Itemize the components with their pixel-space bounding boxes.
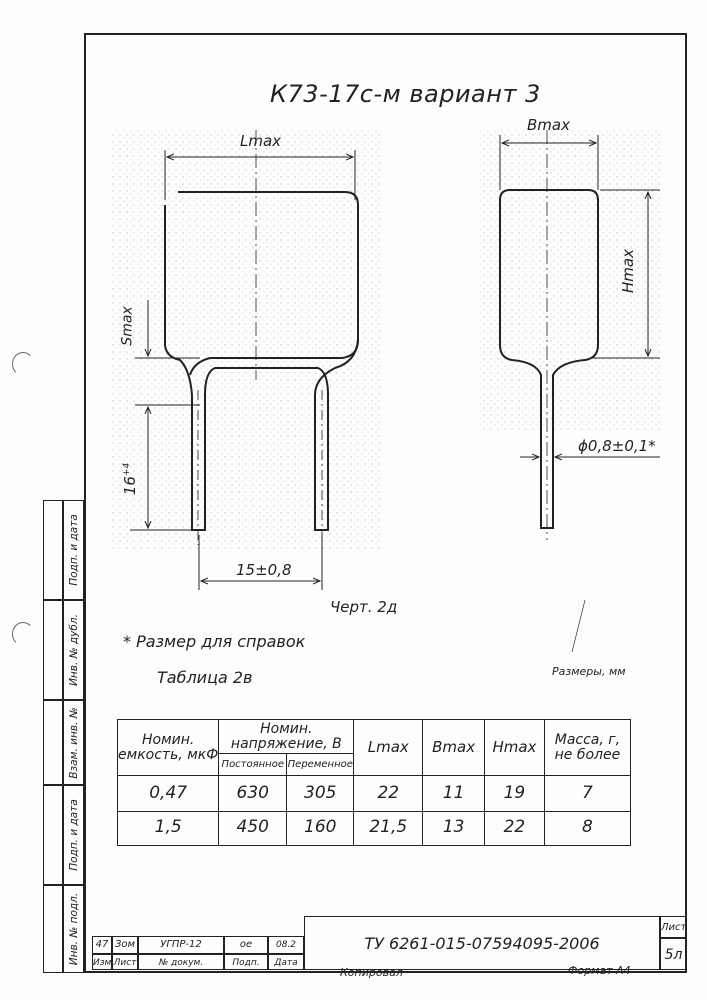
lead-length-label: $16^{+4}$ xyxy=(121,462,140,496)
figure-caption: Черт. 2д xyxy=(330,598,398,616)
stamp-col-doc: № докум. xyxy=(138,954,224,970)
header-ac: Переменное xyxy=(287,754,354,776)
punch-hole-icon xyxy=(12,622,34,646)
header-hmax: Hmax xyxy=(485,720,545,776)
table-title: Таблица 2в xyxy=(157,668,253,687)
stamp-col-izm: Изм xyxy=(92,954,112,970)
smax-label: Smax xyxy=(119,306,136,346)
drawing-title: К73-17с-м вариант 3 xyxy=(270,80,541,108)
header-dc: Постоянное xyxy=(219,754,287,776)
stamp-col-podp: Подп. xyxy=(224,954,268,970)
cell-hmax: 19 xyxy=(485,776,545,811)
cell-bmax: 11 xyxy=(423,776,485,811)
side-cell-podp-1: Подп. и дата xyxy=(63,500,84,600)
table-row xyxy=(118,776,631,811)
units-note: Размеры, мм xyxy=(552,665,626,678)
spec-table xyxy=(117,719,631,846)
stamp-sheet-label: Лист xyxy=(660,916,687,938)
cell-ac: 305 xyxy=(287,776,354,811)
side-cell xyxy=(43,500,63,600)
side-cell-podp-2: Подп. и дата xyxy=(63,785,84,885)
header-mass: Масса, г, не более xyxy=(544,720,630,776)
side-cell-inv-dubl: Инв. № дубл. xyxy=(63,600,84,700)
header-lmax: Lmax xyxy=(354,720,423,776)
stamp-col-date: Дата xyxy=(268,954,304,970)
stamp-sheet-number: 5л xyxy=(660,938,687,970)
cell-capacity: 1,5 xyxy=(118,811,219,845)
stamp-date-value: 08.2 xyxy=(268,936,304,954)
diameter-label: ϕ0,8±0,1* xyxy=(578,437,656,455)
cell-capacity: 0,47 xyxy=(118,776,219,811)
table-row xyxy=(118,811,631,845)
side-cell xyxy=(43,700,63,785)
cell-dc: 450 xyxy=(219,811,287,845)
footer-copied: Копировал xyxy=(340,966,403,979)
stamp-izm-value: 47 xyxy=(92,936,112,954)
cell-mass: 7 xyxy=(544,776,630,811)
cell-dc: 630 xyxy=(219,776,287,811)
title-block xyxy=(92,916,687,970)
side-cell xyxy=(43,885,63,973)
cell-mass: 8 xyxy=(544,811,630,845)
footer-format: Формат А4 xyxy=(568,964,631,977)
side-cell-vzam: Взам. инв. № xyxy=(63,700,84,785)
side-cell xyxy=(43,785,63,885)
header-bmax: Bmax xyxy=(423,720,485,776)
cell-lmax: 22 xyxy=(354,776,423,811)
stamp-list-value: Зом xyxy=(112,936,138,954)
cell-hmax: 22 xyxy=(485,811,545,845)
side-cell-inv-podl: Инв. № подл. xyxy=(63,885,84,973)
cell-lmax: 21,5 xyxy=(354,811,423,845)
stamp-col-list: Лист xyxy=(112,954,138,970)
stamp-doc-value: УГПР-12 xyxy=(138,936,224,954)
hmax-label: Hmax xyxy=(618,249,637,293)
side-cell xyxy=(43,600,63,700)
stamp-doc-code: ТУ 6261-015-07594095-2006 xyxy=(304,916,660,970)
bmax-label: Bmax xyxy=(527,116,570,134)
lmax-label: Lmax xyxy=(240,132,282,150)
cell-ac: 160 xyxy=(287,811,354,845)
reference-note: * Размер для справок xyxy=(123,632,306,651)
punch-hole-icon xyxy=(12,352,34,376)
stamp-podp-value: ое xyxy=(224,936,268,954)
header-voltage: Номин. напряжение, В xyxy=(219,720,354,754)
pitch-label: 15±0,8 xyxy=(236,561,292,579)
cell-bmax: 13 xyxy=(423,811,485,845)
header-capacity: Номин. емкость, мкФ xyxy=(118,720,219,776)
